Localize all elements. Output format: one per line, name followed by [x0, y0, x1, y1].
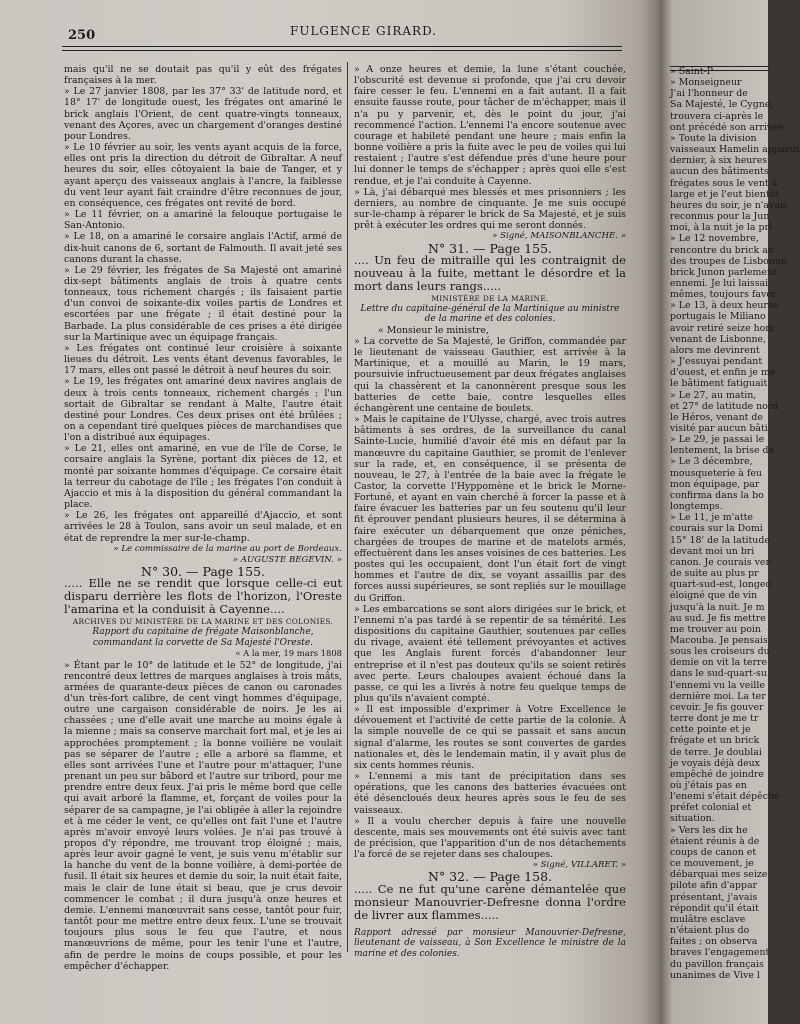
- right-page-line: ont précédé son arrivée: [670, 121, 784, 133]
- paragraph: » Les embarcations se sont alors dirigées sur le brick, et l'ennemi n'a pas tardé à se repentir de sa témérité. Les dispositions du capitaine Gauthier, soutenues par celles du rivage, avaient été tellement prévoyantes et actives que les Anglais furent forcés d'abandonner leur entreprise et il n'est pas douteux qu'ils se soient retirés avec perte. Leurs chaloupes avaient échoué dans la passe, ce qui les a livrés à notre feu quelque temps de plus qu'ils n'avaient compté.: [354, 603, 626, 704]
- paragraph: » Là, j'ai débarqué mes blessés et mes prisonniers ; les derniers, au nombre de cinquante. Je me suis occupé sur-le-champ à réparer le brick de Sa Majesté, et je suis prêt à exécuter les ordres qui me seront donnés.: [354, 186, 626, 232]
- right-page-line: devant moi un bri: [670, 545, 755, 557]
- right-page-line: mousqueterie à feu: [670, 467, 762, 479]
- right-page-line: portugais le Miliano: [670, 311, 766, 323]
- right-page-line: J'ai l'honneur de: [670, 88, 748, 100]
- right-page-line: le Héros, venant de: [670, 411, 763, 423]
- right-page-line: où j'étais pas en: [670, 780, 747, 791]
- right-page-line: dernière moi. La ter: [670, 690, 766, 702]
- signature-name: » AUGUSTE BEGEVIN. »: [232, 554, 342, 565]
- section-heading: N° 30. — Page 155.: [141, 564, 265, 580]
- excerpt: ..... Ce ne fut qu'une carène démantelée que monsieur Manouvrier-Defresne donna l'ordre de livrer aux flammes.....: [354, 881, 626, 922]
- right-page-line: terre dont je me tr: [670, 713, 759, 725]
- paragraph: » Étant par le 10° de latitude et le 52° de longitude, j'ai rencontré deux lettres de marques anglaises à trois mâts, armées de quarante-deux pièces de canon ou caronades d'un très-fort calibre, de cent vingt hommes d'équipage, outre une cargaison considérable de noirs. Je les ai chassées ; une d'elle avait une marche au moins égale à la mienne ; mais sa conserve marchait fort mal, et je les ai approchées promptement ; la bonne voilière ne voulait pas se séparer de l'autre ; elle a arboré sa flamme, et elles sont arrivées l'une et l'autre pour m'attaquer, l'une prenant un peu sur bâbord et l'autre sur tribord, pour me prendre entre deux feux. J'ai pris le même bord que celle qui avait arboré la flamme, et, forçant de voiles pour la séparer de sa campagne, je l'ai obligée à aller la rejoindre et à me céder le vent, ce qu'elles ont fait l'une et l'autre après m'avoir envoyé leurs volées. Je n'ai pas trouvé à propos d'y répondre, me trouvant trop éloigné ; mais, après leur avoir gagné le vent, je suis venu m'établir sur la hanche du vent de la bonne voilière, à demi-portée de fusil. Il était six heures et demie du soir, la nuit était faite, mais le clair de lune était si beau, que je crus devoir commencer le combat ; il dura jusqu'à onze heures et demie. L'ennemi manœuvrait sans cesse, tantôt pour fuir, tantôt pour me mettre entre deux feux. L'une se trouvait toujours plus sous le feu que l'autre, et nous manœuvrions de même, pour les tenir l'une et l'autre, afin de perdre le moins de coups possible, et pour les empêcher d'échapper.: [64, 659, 343, 972]
- section-heading: N° 32. — Page 158.: [428, 869, 552, 885]
- right-page-line: confirma dans la bo: [670, 489, 764, 501]
- right-page-line: le bâtiment fatiguait: [670, 378, 768, 390]
- right-page-line: 15° 18' de la latitude: [670, 534, 770, 546]
- right-page-line: rencontre du brick an: [670, 244, 774, 256]
- paragraph: mais qu'il ne se doutait pas qu'il y eût des frégates françaises à la mer.: [64, 64, 342, 87]
- right-page-line: coups de canon et: [670, 846, 757, 858]
- right-page-line: au sud. Je fis mettre: [670, 612, 766, 624]
- right-page-line: étaient réunis à de: [670, 835, 760, 847]
- right-page-column: [670, 66, 800, 981]
- paragraph: » L'ennemi a mis tant de précipitation dans ses opérations, que les canons des batteries évacuées ont été désencloués deux heures après sous le feu de ses vaisseaux.: [354, 771, 626, 816]
- right-page-line: dans le sud-quart-su: [670, 668, 767, 680]
- right-page-line: n'étaient plus do: [670, 925, 750, 937]
- right-page-line: ennemi. Je lui laissai: [670, 277, 769, 289]
- right-page-line: moi, à la nuit je la pri: [670, 222, 772, 234]
- paragraph: » Il est impossible d'exprimer à Votre Excellence le dévouement et l'activité de cette partie de la colonie. À la simple nouvelle de ce qui se passait et sans aucun signal d'alarme, les routes se sont couvertes de gardes nationales et, dès le lendemain matin, il y avait plus de six cents hommes réunis.: [354, 704, 626, 771]
- column-separator: [347, 62, 348, 952]
- running-title: FULGENCE GIRARD.: [290, 24, 438, 38]
- right-page-line: » Monseigneur: [670, 77, 742, 89]
- right-page-line: cette pointe et je: [670, 724, 751, 736]
- letter-title: Lettre du capitaine-général de la Martinique au ministre de la marine et des colonies.: [360, 303, 620, 325]
- right-page-line: heures du soir, je n'avais: [670, 199, 788, 211]
- right-page-line: vaisseaux Hamelin apparut: [670, 144, 800, 156]
- right-page-line: empêché de joindre: [670, 768, 764, 780]
- right-page-line: situation.: [670, 813, 715, 825]
- right-page-line: Sa Majesté, le Cygne,: [670, 99, 774, 111]
- right-page-line: frégates sous le vent à: [670, 177, 778, 189]
- right-page-line: l'enemi s'était dépêché: [670, 791, 780, 803]
- right-page-line: reconnus pour la Jun: [670, 211, 770, 223]
- excerpt: ..... Elle ne se rendit que lorsque celle-ci eut disparu derrière les flots de l'horizon, l'Oreste l'amarina et la conduisit à Cayenne....: [64, 576, 342, 617]
- report-title: Rapport du capitaine de frégate Maisonblanche, commandant la corvette de Sa Majesté l'Oreste.: [92, 627, 314, 648]
- paragraph: » La corvette de Sa Majesté, le Griffon, commandée par le lieutenant de vaisseau Gauthier, est arrivée à la Martinique, et a mouillé au Marin, le 19 mars, poursuivie infructueusement par deux frégates anglaises qui la chassèrent et la canonnèrent presque sous les batteries de cette baie, contre lesquelles elles échangèrent une centaine de boulets.: [354, 335, 626, 414]
- right-page-line: » Le 27, au matin,: [670, 389, 757, 401]
- right-page-line: visité par aucun bâti: [670, 423, 768, 434]
- right-page-line: jusqu'à la nuit. Je m: [670, 601, 765, 613]
- right-page-line: mulâtre esclave: [670, 913, 746, 925]
- right-page-line: je voyais déjà deux: [670, 757, 760, 769]
- paragraph: » Le 18, on a amariné le corsaire anglais l'Actif, armé de dix-huit canons de 6, sortant de Falmouth. Il avait jeté ses canons durant la chasse.: [64, 231, 342, 265]
- right-page-line: faites ; on observa: [670, 936, 758, 948]
- paragraph: » Le 27 janvier 1808, par les 37° 33' de latitude nord, et 18° 17' de longitude ouest, les frégates ont amariné le brick anglais l'Orient, de cent quatre-vingts tonneaux, venant des Açores, avec un chargement d'oranges destiné pour Londres.: [64, 86, 342, 142]
- right-page-line: des troupes de Lisbonne: [670, 255, 787, 267]
- right-page-line: éloigné que de vin: [670, 590, 758, 602]
- right-page-line: avoir retiré seize hom: [670, 322, 775, 334]
- right-page-line: » Le 12 novembre,: [670, 233, 759, 245]
- signature: » Signé, VILLARET. »: [532, 860, 626, 871]
- column-right: [354, 64, 626, 959]
- right-page-line: quart-sud-est, longeo: [670, 579, 772, 591]
- signature: » Signé, MAISONBLANCHE. »: [492, 231, 626, 242]
- right-page: [660, 0, 800, 1024]
- paragraph: » Le 21, elles ont amariné, en vue de l'île de Corse, le corsaire anglais la Syrène, portant dix pièces de 12, et monté par soixante hommes d'équipage. Ce corsaire était la terreur du cabotage de l'île ; les frégates l'on conduit à Ajaccio et mis à la disposition du général commandant la place.: [64, 443, 342, 511]
- right-page-line: me trouver au poin: [670, 623, 761, 635]
- right-page-line: et 27° de latitude nord: [670, 400, 779, 412]
- paragraph: » Le 10 février au soir, les vents ayant acquis de la force, elles ont pris la direction du détroit de Gibraltar. A neuf heures du soir, elles côtoyaient la baie de Tanger, et y ayant aperçu des vaisseaux anglais à l'ancre, la faiblesse du vent leur ayant fait craindre d'être reconnues de jour, en conséquence, ces frégates ont revité de bord.: [64, 142, 342, 209]
- right-page-line: de terre. Je doublai: [670, 746, 762, 758]
- right-page-line: » Saint-P: [670, 66, 714, 77]
- right-page-line: l'ennemi vu la veille: [670, 679, 765, 691]
- right-page-line: » Le 13, à deux heures: [670, 300, 779, 312]
- right-page-line: lentement, la brise de: [670, 445, 775, 457]
- right-page-line: de suite au plus pr: [670, 568, 759, 580]
- ministry-heading: MINISTÈRE DE LA MARINE.: [431, 293, 549, 303]
- paragraph: » Le 26, les frégates ont appareillé d'Ajaccio, et sont arrivées le 28 à Toulon, sans avoir un seul malade, et en état de reprendre la mer sur-le-champ.: [64, 510, 342, 544]
- paragraph: » A onze heures et demie, la lune s'étant couchée, l'obscurité est devenue si profonde, que j'ai cru devoir faire cesser le feu. L'ennemi en a fait autant. Il a fait ensuite fausse route, pour tâcher de m'échapper, mais il n'a pu y parvenir, et, dès le point du jour, j'ai recommencé l'action. L'ennemi l'a encore soutenue avec courage et habileté pendant une heure ; mais enfin la bonne voilière a pris la fuite avec le peu de voiles qui lui restaient ; l'autre s'est défendue près d'une heure pour lui donner le temps de s'échapper ; après quoi elle s'est rendue, et je l'ai conduite à Cayenne.: [354, 64, 626, 187]
- right-page-line: » J'essuyai pendant: [670, 356, 763, 368]
- right-page-line: ce mouvement, je: [670, 858, 754, 870]
- section-heading: N° 31. — Page 155.: [428, 240, 552, 256]
- paragraph: » Il a voulu chercher depuis à faire une nouvelle descente, mais ses mouvements ont été suivis avec tant de précision, que l'apparition d'un de nos détachements l'a forcé de se rejeter dans ses chaloupes.: [354, 815, 626, 861]
- right-page-line: » Le 3 décembre,: [670, 456, 753, 468]
- right-page-line: d'ouest, et enfin je me: [670, 367, 776, 379]
- paragraph: » Mais le capitaine de l'Ulysse, chargé, avec trois autres bâtiments à ses ordres, de la surveillance du canal Sainte-Lucie, humilié d'avoir été mis en défaut par la manœuvre du capitaine Gauthier, se promit de l'enlever sur la rade, et, en conséquence, il se présenta de nouveau, le 27, à l'entrée de la baie avec la frégate le Castor, la corvette l'Hyppomène et le brick le Morne-Fortuné, et ayant en vain cherché à forcer la passe et à faire évacuer les batteries par un feu soutenu qu'il leur fit éprouver pendant plusieurs heures, il se détermina à faire exécuter un débarquement que onze péniches, chargées de troupes de marine et de matelots armés, effectuèrent dans les anses voisines de ces batteries. Les postes qui les occupaient, dont l'un était fort de vingt hommes et l'autre de dix, se voyant assaillis par des forces aussi supérieures, se sont repliés sur le mouillage du Griffon.: [354, 414, 627, 604]
- archives-heading: ARCHIVES DU MINISTÈRE DE LA MARINE ET DES COLONIES.: [72, 617, 334, 627]
- page-number: 250: [68, 28, 96, 43]
- right-page-line: » Le 29, je passai le: [670, 434, 765, 446]
- report-title: Rapport adressé par monsieur Manouvrier-Defresne, lieutenant de vaisseau, à Son Excellence le ministre de la marine et des colonies.: [354, 927, 626, 959]
- right-page-line: mêmes, toujours favor: [670, 289, 777, 301]
- salutation: « Monsieur le ministre,: [378, 324, 489, 336]
- right-page-line: Macouba. Je pensais: [670, 634, 768, 646]
- right-page-line: venant de Lisbonne,: [670, 333, 767, 345]
- paragraph: » Le 19, les frégates ont amariné deux navires anglais de deux à trois cents tonneaux, richement chargés ; l'un sortait de Gibraltar se rendant à Malte, l'autre était destiné pour Londres. Ces deux prises ont été brûlées ; on a cependant tiré quelques pièces de marchandises que l'on a distribué aux équipages.: [64, 376, 342, 444]
- right-page-line: braves l'engagement: [670, 947, 770, 959]
- right-page-line: débarquai mes seize: [670, 869, 768, 881]
- right-page-line: sous les croiseurs du: [670, 646, 770, 658]
- right-page-line: large et je l'eut bientôt: [670, 188, 780, 200]
- report-date: « A la mer, 19 mars 1808: [235, 648, 342, 659]
- right-page-line: alors me devinrent: [670, 344, 760, 356]
- right-page-line: préfet colonial et: [670, 802, 752, 814]
- right-page-line: répondit qu'il était: [670, 902, 759, 914]
- right-page-line: » Toute la division: [670, 132, 757, 144]
- right-page-line: demie on vit la terre: [670, 657, 768, 669]
- right-page-line: longtemps.: [670, 501, 723, 513]
- right-page-line: » Le 11, je m'atte: [670, 512, 753, 524]
- right-page-line: mon équipage, par: [670, 478, 760, 490]
- right-page-line: présentant, j'avais: [670, 891, 758, 903]
- right-page-line: cevoir. Je fis gouver: [670, 701, 764, 713]
- paragraph: » Le 29 février, les frégates de Sa Majesté ont amariné dix-sept bâtiments anglais de trois à quatre cents tonneaux, tous richement chargés ; ils faisaient partie d'un convoi de soixante-dix voiles partis de Londres et escortées par une frégate ; il était destiné pour la Barbade. La plus considérable de ces prises a été dirigée sur la Martinique avec un équipage français.: [64, 264, 342, 343]
- right-page-line: courais sur la Domi: [670, 523, 763, 535]
- header-rule-2: [62, 50, 622, 51]
- right-page-line: canon. Je courais ver: [670, 556, 770, 568]
- column-left: [64, 64, 342, 972]
- right-page-line: frégate et un brick: [670, 735, 760, 747]
- right-page-line: aucun des bâtiments: [670, 166, 769, 178]
- right-page-line: brick Junon parlement: [670, 266, 777, 278]
- right-page-line: unanimes de Vive l: [670, 969, 760, 981]
- excerpt: .... Un feu de mitraille qui les contraignit de nouveau à la fuite, mettant le désordre et la mort dans leurs rangs.....: [354, 252, 626, 293]
- right-page-line: pilote afin d'appar: [670, 880, 758, 892]
- right-page-line: trouvera ci-après le: [670, 110, 764, 122]
- right-page-line: dernier, à six heures: [670, 155, 768, 167]
- paragraph: » Les frégates ont continué leur croisière à soixante lieues du détroit. Les vents étant devenus favorables, le 17 mars, elles ont passé le détroit à neuf heures du soir.: [64, 342, 342, 377]
- paragraph: » Le 11 février, on a amariné la felouque portugaise le San-Antonio.: [64, 209, 342, 232]
- header-rule: [62, 46, 622, 47]
- right-page-line: » Vers les dix he: [670, 824, 748, 836]
- signature-title: » Le commissaire de la marine au port de Bordeaux.: [113, 543, 342, 554]
- right-page-line: du pavillon français: [670, 958, 764, 970]
